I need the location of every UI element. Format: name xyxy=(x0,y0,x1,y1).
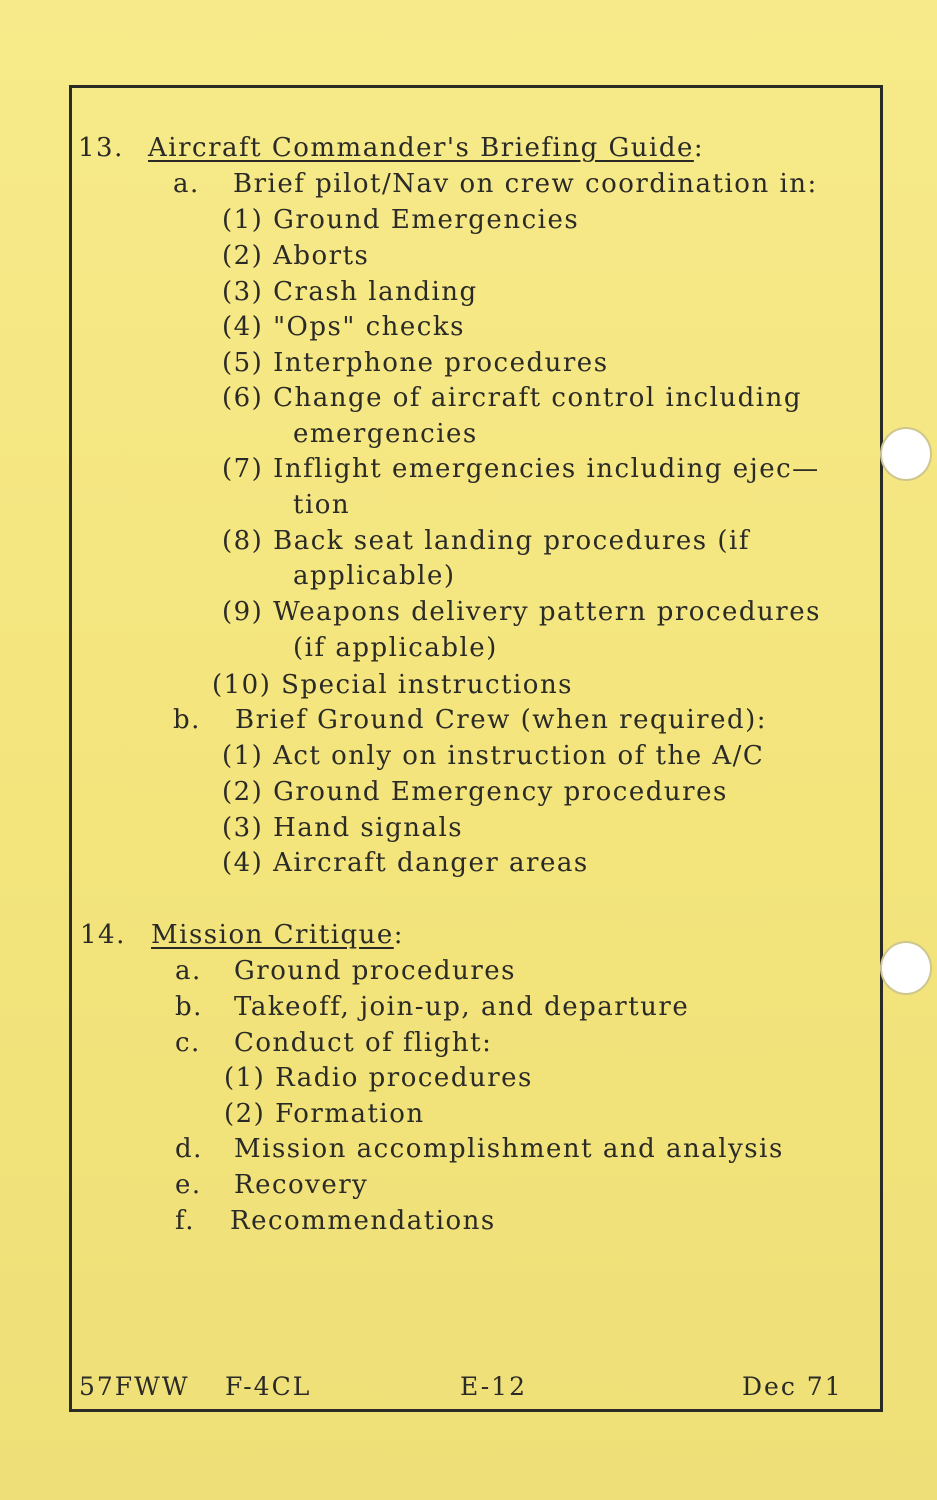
sub-item: (2) Aborts xyxy=(222,241,370,271)
item-text: Takeoff, join-up, and departure xyxy=(234,992,690,1022)
footer-unit: 57FWW xyxy=(79,1372,190,1401)
item-13b-label: b. xyxy=(173,705,201,735)
sub-item: (9) Weapons delivery pattern procedures xyxy=(222,597,821,627)
item-label: b. xyxy=(175,992,203,1022)
section-14-heading xyxy=(151,920,404,950)
sub-item: (10) Special instructions xyxy=(212,670,574,700)
sub-item: (4) "Ops" checks xyxy=(222,312,465,342)
section-13-colon: : xyxy=(693,133,705,163)
item-label: d. xyxy=(175,1134,203,1164)
footer-date: Dec 71 xyxy=(742,1372,843,1401)
item-13a-text: Brief pilot/Nav on crew coordination in: xyxy=(233,169,818,199)
sub-item: (8) Back seat landing procedures (if xyxy=(222,526,750,556)
sub-item: (1) Ground Emergencies xyxy=(222,205,580,235)
item-text: Ground procedures xyxy=(234,956,516,986)
section-14-number: 14. xyxy=(80,920,126,950)
item-label: f. xyxy=(175,1206,195,1236)
item-text: Recommendations xyxy=(230,1206,496,1236)
sub-item-continuation: tion xyxy=(293,490,351,520)
sub-item: (5) Interphone procedures xyxy=(222,348,609,378)
footer-aircraft: F-4CL xyxy=(225,1372,312,1401)
sub-item-continuation: applicable) xyxy=(293,561,456,591)
section-13-title: Aircraft Commander's Briefing Guide xyxy=(148,133,694,163)
sub-item: (2) Formation xyxy=(224,1099,425,1129)
sub-item-continuation: emergencies xyxy=(293,419,478,449)
section-13-number: 13. xyxy=(78,133,124,163)
item-13b-text: Brief Ground Crew (when required): xyxy=(235,705,768,735)
binder-hole-bottom xyxy=(880,941,932,995)
item-text: Conduct of flight: xyxy=(234,1028,493,1058)
section-14-title: Mission Critique xyxy=(151,920,394,950)
item-13a-label: a. xyxy=(173,169,200,199)
sub-item-continuation: (if applicable) xyxy=(293,633,498,663)
sub-item: (3) Crash landing xyxy=(222,277,478,307)
item-label: a. xyxy=(175,956,202,986)
sub-item: (6) Change of aircraft control including xyxy=(222,383,802,413)
section-13-heading xyxy=(148,133,704,163)
footer-page-number: E-12 xyxy=(460,1372,527,1401)
section-14-colon: : xyxy=(393,920,405,950)
binder-hole-top xyxy=(880,427,932,481)
item-label: e. xyxy=(175,1170,202,1200)
sub-item: (2) Ground Emergency procedures xyxy=(222,777,728,807)
item-text: Mission accomplishment and analysis xyxy=(234,1134,784,1164)
sub-item: (4) Aircraft danger areas xyxy=(222,848,589,878)
item-label: c. xyxy=(175,1028,201,1058)
sub-item: (1) Act only on instruction of the A/C xyxy=(222,741,765,771)
sub-item: (7) Inflight emergencies including ejec— xyxy=(222,454,820,484)
sub-item: (1) Radio procedures xyxy=(224,1063,533,1093)
sub-item: (3) Hand signals xyxy=(222,813,464,843)
item-text: Recovery xyxy=(234,1170,369,1200)
